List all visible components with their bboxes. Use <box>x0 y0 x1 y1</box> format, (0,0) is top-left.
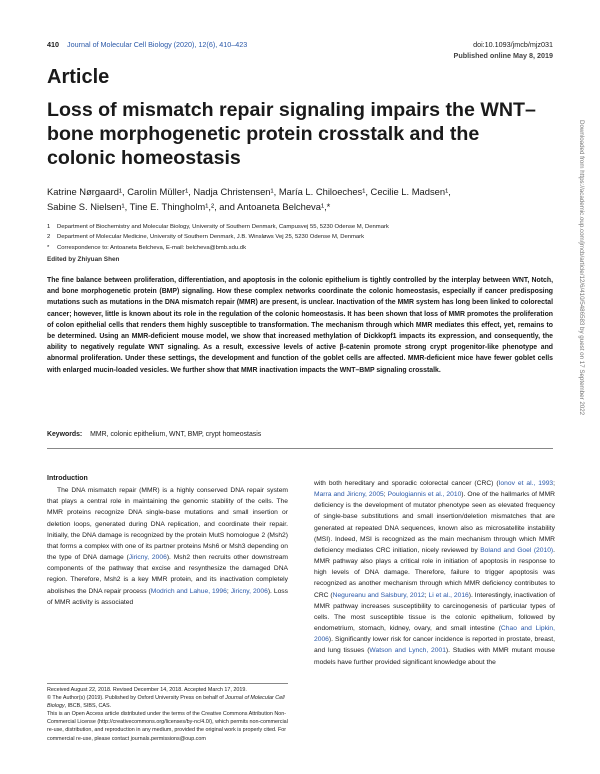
author-line-2: Sabine S. Nielsen¹, Tine E. Thingholm¹,², and Antoaneta Belcheva¹,* <box>47 201 331 212</box>
keywords-divider <box>47 448 553 449</box>
download-stamp <box>575 120 587 600</box>
affiliation-mark: 2 <box>47 234 51 241</box>
citation-link[interactable]: Jiricny, 2006 <box>230 587 268 595</box>
citation-link[interactable]: Jiricny, 2006 <box>128 554 167 562</box>
footnote <box>47 686 288 743</box>
received-dates: Received August 22, 2018. Revised December 14, 2018. Accepted March 17, 2019. <box>47 687 247 693</box>
affiliation-1 <box>47 222 547 232</box>
copyright: © The Author(s) (2019). Published by Oxford University Press on behalf of Journal of Molecular Cell Biology, IBCB, SIBS, CAS. <box>47 695 285 710</box>
keywords-label: Keywords: <box>47 431 83 438</box>
correspondence-mark: * <box>47 244 50 251</box>
citation-link[interactable]: Marra and Jiricny, 2005 <box>314 491 384 499</box>
journal-info[interactable]: Journal of Molecular Cell Biology (2020), 12(6), 410–423 <box>67 40 248 49</box>
footnote-divider <box>47 683 288 684</box>
citation-link[interactable]: Boland and Goel (2010) <box>480 546 554 554</box>
article-type: Article <box>47 66 110 88</box>
published-date: Published online May 8, 2019 <box>453 50 553 60</box>
citation-link[interactable]: Chao and Lipkin, 2006 <box>314 625 555 644</box>
citation-link[interactable]: Poulogiannis et al., 2010 <box>387 491 462 499</box>
affiliation-2 <box>47 232 547 242</box>
citation-link[interactable]: Modrich and Lahue, 1996 <box>150 587 227 595</box>
keywords-value: MMR, colonic epithelium, WNT, BMP, crypt homeostasis <box>90 431 262 438</box>
body-paragraph-continued: with both hereditary and sporadic colorectal cancer (CRC) (Ionov et al., 1993; Marra and Jiricny, 2005; Poulogiannis et al., 2010). One of the hallmarks of MMR deficiency is the development of mutator phenotype seen as elevated frequency of single-base substitutions and small insertion/deletion mismatches that are generated at repeated DNA sequences, known also as microsatellite instability (MSI). Indeed, MSI is recognized as the main mechanism through which MMR deficiency mediates CRC initiation, nicely reviewed by Boland and Goel (2010). MMR pathway also plays a critical role in initiation of apoptosis in response to high levels of DNA damage. Therefore, failure to trigger apoptosis was recognized as another mechanism through which MMR deficiency contributes to CRC (Negureanu and Salsbury, 2012; Li et al., 2016). Interestingly, inactivation of MMR pathway increases susceptibility to carcinogenesis of particular types of cells. The most susceptible tissue is the colonic epithelium, followed by endometrium, stomach, kidney, ovary, and small intestine (Chao and Lipkin, 2006). Significantly lower risk for cancer incidence is reported in prostate, breast, and lung tissues (Watson and Lynch, 2001). Studies with MMR mutant mouse models have further provided significant knowledge about the <box>314 480 556 666</box>
affiliation-mark: 1 <box>47 224 51 230</box>
body-column-right <box>314 478 555 668</box>
intro-paragraph: The DNA mismatch repair (MMR) is a highly conserved DNA repair system that plays a central role in maintaining the genomic stability of the cells. The MMR proteins recognize DNA single-base mutations and small insertion or deletion loops, generated during DNA replication, and coordinate their repair. Initially, the DNA damage is recognized by the protein MutS homologue 2 (Msh2) that forms a complex with one of its partner proteins Msh6 or Msh3 depending on the type of DNA damage (Jiricny, 2006). Msh2 then recruits other downstream components of the pathway that excise and resynthesize the damaged DNA region. Therefore, Msh2 is a key MMR protein, and its inactivation completely abolishes the DNA repair process (Modrich and Lahue, 1996; Jiricny, 2006). Loss of MMR activity is associated <box>47 487 288 606</box>
author-line-1: Katrine Nørgaard¹, Carolin Müller¹, Nadja Christensen¹, María L. Chiloeches¹, Cecilie L. Madsen¹, <box>47 186 451 197</box>
intro-heading: Introduction <box>47 475 88 482</box>
edited-by: Edited by Zhiyuan Shen <box>47 256 120 263</box>
correspondence-text[interactable]: Correspondence to: Antoaneta Belcheva, E-mail: belcheva@bmb.sdu.dk <box>57 244 247 251</box>
download-stamp-text[interactable]: Downloaded from https://academic.oup.com/jmcb/article/12/6/410/5486583 by guest on 17 September 2022 <box>578 120 585 416</box>
running-head-right <box>454 40 553 61</box>
running-head-left <box>47 40 247 49</box>
correspondence <box>47 243 547 253</box>
doi[interactable]: doi:10.1093/jmcb/mjz031 <box>473 40 553 49</box>
abstract: The fine balance between proliferation, differentiation, and apoptosis in the colonic epithelium is tightly controlled by the interplay between WNT, Notch, and bone morphogenetic protein (BMP) signaling. How these complex networks coordinate the colonic homeostasis, especially if cancer predisposing mutations such as mutations in the DNA mismatch repair (MMR) are present, is unclear. Inactivation of the MMR system has long been linked to colorectal cancer; however, little is known about its role in the regulation of the colonic homeostasis. It has been shown that loss of MMR promotes the proliferation of colon epithelial cells that renders them highly susceptible to transformation. The mechanism through which MMR mediates this effect, yet, remains to be determined. Using an MMR-deficient mouse model, we show that increased methylation of Dickkopf1 impacts its expression, and consequently, the ability to negatively regulate WNT signaling. As a result, excessive levels of active β-catenin promote strong crypt progenitor-like phenotype and abnormal proliferation. Under these settings, the development and function of the goblet cells are affected. MMR-deficient mice have fewer goblet cells with enlarged mucin-loaded vesicles. We further show that MMR inactivation impacts the WNT–BMP signaling crosstalk. <box>47 277 553 374</box>
page-number: 410 <box>47 40 59 49</box>
article-title: Loss of mismatch repair signaling impairs the WNT–bone morphogenetic protein crosstalk and the colonic homeostasis <box>47 99 536 169</box>
keywords <box>47 431 553 438</box>
body-column-left <box>47 473 288 608</box>
citation-link[interactable]: Negureanu and Salsbury, 2012 <box>332 591 425 599</box>
affiliations <box>47 222 547 253</box>
running-head <box>47 40 553 60</box>
author-list <box>47 184 567 214</box>
citation-link[interactable]: Ionov et al., 1993 <box>498 480 554 487</box>
citation-link[interactable]: Li et al., 2016 <box>428 591 469 599</box>
citation-link[interactable]: Watson and Lynch, 2001 <box>369 647 446 655</box>
affiliation-text: Department of Biochemistry and Molecular Biology, University of Southern Denmark, Campusvej 55, 5230 Odense M, Denmark <box>57 224 389 230</box>
license-text: This is an Open Access article distributed under the terms of the Creative Commons Attribution Non-Commercial License (http://creativecommons.org/licenses/by-nc/4.0/), which permits non-commercial re-use, distribution, and reproduction in any medium, provided the original work is properly cited. For commercial re-use, please contact journals.permissions@oup.com <box>47 711 288 742</box>
affiliation-text: Department of Molecular Medicine, University of Southern Denmark, J.B. Winsløws Vej 25, 5230 Odense M, Denmark <box>57 234 365 241</box>
